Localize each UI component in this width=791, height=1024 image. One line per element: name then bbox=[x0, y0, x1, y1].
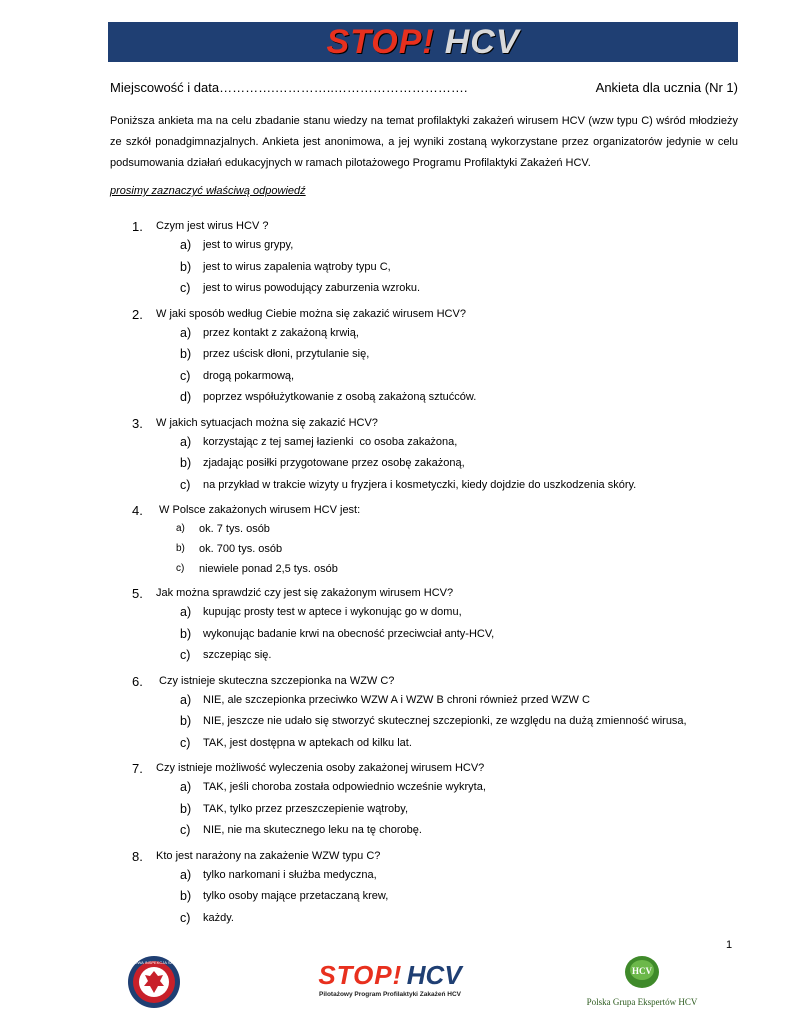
answer-letter: c) bbox=[180, 910, 191, 925]
question-8 bbox=[132, 848, 742, 930]
answer-letter: b) bbox=[176, 543, 185, 554]
answer-letter: a) bbox=[176, 523, 185, 534]
answer-text: ok. 7 tys. osób bbox=[199, 523, 270, 535]
question-text: W jakich sytuacjach można się zakazić HCV? bbox=[156, 416, 378, 429]
answer-option[interactable] bbox=[132, 799, 742, 821]
pgeh-name: Polska Grupa Ekspertów HCV bbox=[586, 997, 698, 1007]
answer-option[interactable] bbox=[132, 645, 742, 667]
answer-text: tylko narkomani i służba medyczna, bbox=[203, 868, 377, 881]
question-3 bbox=[132, 415, 742, 497]
answer-text: jest to wirus zapalenia wątroby typu C, bbox=[203, 260, 391, 273]
answer-option[interactable] bbox=[132, 908, 742, 930]
answer-letter: b) bbox=[180, 347, 192, 361]
answer-letter: d) bbox=[180, 390, 192, 404]
footer-stop-hcv-logo bbox=[316, 960, 464, 1010]
answer-option[interactable] bbox=[132, 323, 742, 345]
answer-text: drogą pokarmową, bbox=[203, 369, 295, 382]
answer-option[interactable] bbox=[132, 711, 742, 733]
footer-hcv-text: HCV bbox=[406, 960, 462, 990]
answer-option[interactable] bbox=[132, 602, 742, 624]
answer-letter: a) bbox=[180, 325, 192, 340]
question-number: 8. bbox=[132, 848, 143, 864]
answer-text: NIE, jeszcze nie udało się stworzyć skutecznej szczepionki, ze względu na dużą zmienność wirusa, bbox=[203, 715, 687, 727]
answer-letter: a) bbox=[180, 434, 192, 449]
answer-text: ok. 700 tys. osób bbox=[199, 543, 283, 555]
answer-text: jest to wirus powodujący zaburzenia wzroku. bbox=[203, 282, 421, 294]
answer-text: NIE, ale szczepionka przeciwko WZW A i WZW B chroni również przed WZW C bbox=[203, 693, 590, 706]
banner-hcv-text: HCV bbox=[444, 23, 520, 61]
footer-stop-text: STOP! bbox=[318, 960, 403, 990]
answer-option[interactable] bbox=[132, 820, 742, 842]
footer-program-text: Pilotażowy Program Profilaktyki Zakażeń HCV bbox=[319, 991, 461, 998]
answer-text: TAK, tylko przez przeszczepienie wątroby, bbox=[203, 802, 409, 815]
instruction-text: prosimy zaznaczyć właściwą odpowiedź bbox=[110, 185, 306, 197]
answer-option[interactable] bbox=[132, 559, 742, 579]
answer-letter: c) bbox=[180, 735, 191, 750]
answer-letter: a) bbox=[180, 692, 192, 707]
answer-letter: c) bbox=[176, 563, 185, 574]
question-6 bbox=[132, 673, 742, 755]
place-date-field: Miejscowość i data………….…………..…………………………. bbox=[110, 80, 468, 95]
answer-option[interactable] bbox=[132, 690, 742, 712]
answer-text: NIE, nie ma skutecznego leku na tę chorobę. bbox=[203, 824, 422, 836]
answer-letter: c) bbox=[180, 368, 191, 383]
question-text: Czy istnieje skuteczna szczepionka na WZW C? bbox=[156, 674, 395, 687]
answer-text: na przykład w trakcie wizyty u fryzjera i kosmetyczki, kiedy dojdzie do uszkodzenia skóry. bbox=[203, 478, 637, 491]
answer-letter: c) bbox=[180, 823, 191, 837]
question-text: Kto jest narażony na zakażenie WZW typu C? bbox=[156, 849, 381, 862]
question-line bbox=[132, 502, 742, 519]
answer-letter: b) bbox=[180, 456, 192, 470]
answer-letter: a) bbox=[180, 867, 192, 882]
answer-letter: c) bbox=[180, 648, 191, 662]
question-number: 5. bbox=[132, 586, 143, 601]
answer-text: zjadając posiłki przygotowane przez osobę zakażoną, bbox=[203, 457, 465, 469]
answer-text: szczepiąc się. bbox=[203, 649, 272, 661]
question-text: Czy istnieje możliwość wyleczenia osoby zakażonej wirusem HCV? bbox=[156, 762, 485, 774]
sanitary-inspection-seal-icon bbox=[117, 955, 191, 1009]
answer-text: tylko osoby mające przetaczaną krew, bbox=[203, 890, 389, 902]
answer-option[interactable] bbox=[132, 453, 742, 475]
question-7 bbox=[132, 760, 742, 842]
answer-letter: c) bbox=[180, 281, 191, 295]
pgeh-globe-icon bbox=[622, 952, 662, 990]
answer-text: niewiele ponad 2,5 tys. osób bbox=[199, 563, 338, 575]
answer-letter: b) bbox=[180, 801, 192, 816]
question-line bbox=[132, 585, 742, 602]
answer-text: poprzez współużytkowanie z osobą zakażoną sztućców. bbox=[203, 391, 477, 403]
answer-letter: b) bbox=[180, 259, 192, 274]
question-5 bbox=[132, 585, 742, 667]
answer-option[interactable] bbox=[132, 539, 742, 559]
header-banner bbox=[108, 22, 738, 62]
answer-text: kupując prosty test w aptece i wykonując go w domu, bbox=[203, 606, 462, 618]
intro-paragraph: Poniższa ankieta ma na celu zbadanie stanu wiedzy na temat profilaktyki zakażeń wirusem HCV (wzw typu C) wśród młodzieży ze szkół ponadgimnazjalnych. Ankieta jest anonimowa, a jej wyniki zostaną wykorzystane przez organizatorów jedynie w celu podsumowania działań edukacyjnych w ramach pilotażowego Programu Profilaktyki Zakażeń HCV. bbox=[110, 115, 738, 169]
answer-text: TAK, jest dostępna w aptekach od kilku lat. bbox=[203, 736, 412, 749]
question-line bbox=[132, 760, 742, 777]
pgeh-badge-text: HCV bbox=[632, 966, 652, 976]
question-number: 2. bbox=[132, 306, 143, 322]
answer-option[interactable] bbox=[132, 344, 742, 366]
answer-option[interactable] bbox=[132, 278, 742, 300]
answer-option[interactable] bbox=[132, 257, 742, 279]
question-line bbox=[132, 415, 742, 432]
question-line bbox=[132, 306, 742, 323]
answer-option[interactable] bbox=[132, 519, 742, 539]
answer-letter: b) bbox=[180, 889, 192, 903]
question-number: 7. bbox=[132, 761, 143, 776]
question-text: W jaki sposób według Ciebie można się zakazić wirusem HCV? bbox=[156, 307, 466, 320]
question-line bbox=[132, 848, 742, 865]
question-4 bbox=[132, 502, 742, 579]
answer-text: każdy. bbox=[203, 911, 234, 924]
question-text: W Polsce zakażonych wirusem HCV jest: bbox=[156, 504, 361, 516]
answer-option[interactable] bbox=[132, 366, 742, 388]
answer-letter: a) bbox=[180, 238, 192, 252]
question-list bbox=[132, 218, 742, 935]
question-number: 1. bbox=[132, 219, 143, 234]
question-number: 6. bbox=[132, 673, 143, 689]
answer-option[interactable] bbox=[132, 235, 742, 257]
answer-letter: b) bbox=[180, 626, 192, 641]
answer-option[interactable] bbox=[132, 865, 742, 887]
answer-text: wykonując badanie krwi na obecność przeciwciał anty-HCV, bbox=[203, 627, 495, 640]
answer-option[interactable] bbox=[132, 733, 742, 755]
answer-letter: a) bbox=[180, 605, 192, 619]
answer-text: przez uścisk dłoni, przytulanie się, bbox=[203, 348, 370, 360]
pgeh-logo bbox=[585, 952, 699, 1012]
answer-option[interactable] bbox=[132, 475, 742, 497]
question-2 bbox=[132, 306, 742, 409]
question-line bbox=[132, 218, 742, 235]
page-number: 1 bbox=[726, 939, 733, 951]
survey-label: Ankieta dla ucznia (Nr 1) bbox=[595, 80, 738, 95]
answer-letter: a) bbox=[180, 780, 192, 794]
answer-text: korzystając z tej samej łazienki co osoba zakażona, bbox=[203, 435, 458, 448]
answer-option[interactable] bbox=[132, 777, 742, 799]
seal-text: PAŃSTWOWA INSPEKCJA SANITARNA bbox=[117, 960, 191, 965]
question-number: 4. bbox=[132, 503, 143, 518]
answer-text: TAK, jeśli choroba została odpowiednio wcześnie wykryta, bbox=[203, 781, 486, 793]
answer-letter: b) bbox=[180, 714, 192, 728]
answer-option[interactable] bbox=[132, 624, 742, 646]
question-number: 3. bbox=[132, 415, 143, 431]
answer-option[interactable] bbox=[132, 886, 742, 908]
answer-option[interactable] bbox=[132, 387, 742, 409]
banner-stop-text: STOP! bbox=[326, 23, 435, 61]
header-line bbox=[110, 80, 738, 95]
question-text: Jak można sprawdzić czy jest się zakażonym wirusem HCV? bbox=[156, 587, 454, 599]
question-line bbox=[132, 673, 742, 690]
question-text: Czym jest wirus HCV ? bbox=[156, 220, 269, 232]
answer-letter: c) bbox=[180, 477, 191, 492]
question-1 bbox=[132, 218, 742, 300]
answer-text: jest to wirus grypy, bbox=[203, 239, 294, 251]
answer-text: przez kontakt z zakażoną krwią, bbox=[203, 326, 359, 339]
answer-option[interactable] bbox=[132, 432, 742, 454]
